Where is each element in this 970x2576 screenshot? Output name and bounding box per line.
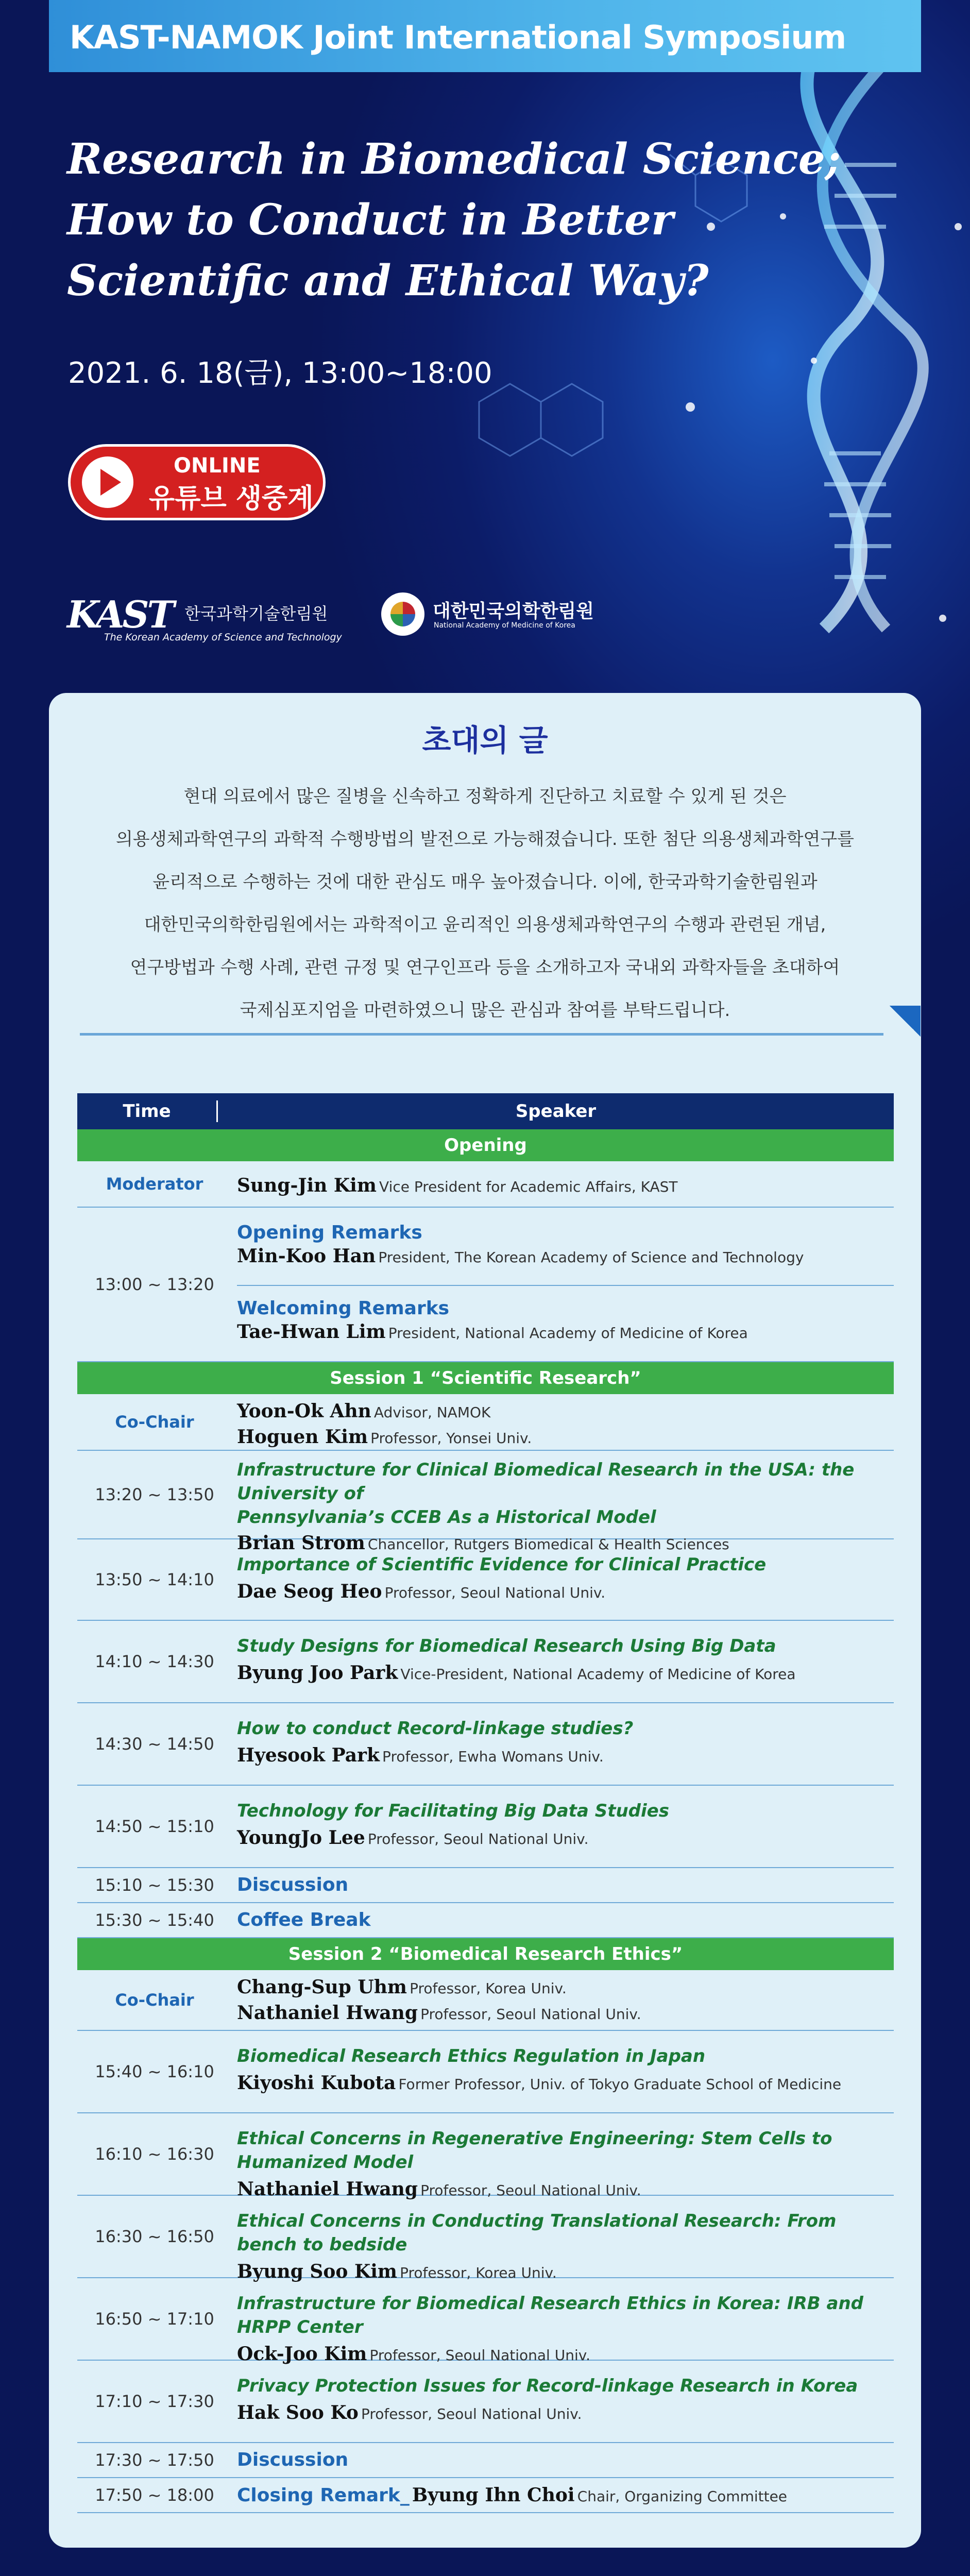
speaker-name: Byung Joo Park — [237, 1662, 398, 1684]
speaker-affiliation: Vice-President, National Academy of Medicine of Korea — [400, 1666, 796, 1683]
cochair-label: Co-Chair — [115, 1990, 194, 2010]
program-table — [77, 1093, 894, 2513]
speaker-line — [237, 1662, 894, 1684]
invitation-line: 연구방법과 수행 사례, 관련 규정 및 연구인프라 등을 소개하고자 국내외 과학자들을 초대하여 — [130, 957, 840, 978]
speaker-cell — [237, 2484, 894, 2506]
invitation-line: 윤리적으로 수행하는 것에 대한 관심도 매우 높아졌습니다. 이에, 한국과학기술한림원과 — [152, 872, 818, 892]
table-row-closing — [77, 2478, 894, 2513]
play-icon — [82, 456, 133, 508]
namok-emblem-icon — [381, 592, 424, 636]
speaker-cell — [237, 2209, 894, 2282]
kast-wordmark: KAST — [67, 592, 173, 636]
speaker-affiliation: Professor, Korea Univ. — [410, 1980, 567, 1997]
speaker-affiliation: Advisor, NAMOK — [373, 1404, 491, 1421]
talk-title: Technology for Facilitating Big Data Studies — [237, 1801, 669, 1821]
talk-title: Infrastructure for Biomedical Research Ethics in Korea: IRB and HRPP Center — [237, 2293, 863, 2337]
speaker-name: Yoon-Ok Ahn — [237, 1400, 371, 1422]
speaker-cell — [237, 1400, 894, 1448]
speaker-name: Hak Soo Ko — [237, 2402, 359, 2424]
talk-title: Privacy Protection Issues for Record-linkage Research in Korea — [237, 2376, 858, 2396]
title-line-2: How to Conduct in Better — [67, 195, 674, 245]
speaker-cell — [237, 1298, 894, 1343]
speaker-name: Chang-Sup Uhm — [237, 1976, 407, 1998]
table-row — [77, 2196, 894, 2282]
talk-title-cont: Pennsylvania’s CCEB As a Historical Model — [237, 1507, 656, 1528]
invitation-line: 현대 의료에서 많은 질병을 신속하고 정확하게 진단하고 치료할 수 있게 된 것은 — [183, 786, 787, 807]
speaker-cell — [237, 2127, 894, 2200]
time-cell: 13:50 ~ 14:10 — [95, 1570, 214, 1589]
speaker-cell — [237, 1175, 894, 1196]
speaker-name: Byung Ihn Choi — [412, 2484, 575, 2506]
speaker-cell — [237, 2044, 894, 2094]
speaker-affiliation: Vice President for Academic Affairs, KAST — [379, 1178, 678, 1195]
table-row — [77, 1539, 894, 1621]
speaker-cell — [237, 1553, 894, 1602]
speaker-affiliation: Professor, Ewha Womans Univ. — [382, 1748, 604, 1765]
invitation-text — [111, 775, 859, 1032]
speaker-affiliation: Professor, Seoul National Univ. — [420, 2182, 641, 2199]
talk-title: Infrastructure for Clinical Biomedical Research in the USA: the University of — [237, 1460, 855, 1504]
time-cell: 15:40 ~ 16:10 — [95, 2062, 214, 2081]
speaker-cell — [237, 1976, 894, 2024]
speaker-name: Tae-Hwan Lim — [237, 1321, 386, 1343]
time-cell: 13:20 ~ 13:50 — [95, 1485, 214, 1504]
title-line-1: Research in Biomedical Science; — [67, 134, 841, 184]
divider — [80, 1033, 883, 1036]
speaker-line — [237, 1245, 894, 1267]
table-row-cochair-1 — [77, 1394, 894, 1451]
talk-title: How to conduct Record-linkage studies? — [237, 1718, 634, 1739]
time-cell: 17:50 ~ 18:00 — [95, 2485, 214, 2505]
stream-label: 유튜브 생중계 — [149, 483, 314, 514]
speaker-name: Min-Koo Han — [237, 1245, 376, 1267]
time-cell: 14:50 ~ 15:10 — [95, 1817, 214, 1836]
welcoming-remarks-label: Welcoming Remarks — [237, 1298, 450, 1319]
talk-title: Ethical Concerns in Conducting Translational Research: From bench to bedside — [237, 2211, 837, 2255]
table-row-discussion — [77, 1868, 894, 1903]
kast-korean-name: 한국과학기술한림원 — [184, 604, 328, 623]
column-speaker: Speaker — [515, 1101, 597, 1122]
time-cell: 15:30 ~ 15:40 — [95, 1910, 214, 1930]
section-session-2: Session 2 “Biomedical Research Ethics” — [77, 1938, 894, 1970]
speaker-cell — [237, 2292, 894, 2365]
moderator-label: Moderator — [106, 1174, 203, 1194]
speaker-line — [237, 1321, 894, 1343]
speaker-name: Ock-Joo Kim — [237, 2343, 367, 2365]
column-time: Time — [123, 1101, 171, 1122]
speaker-affiliation: Professor, Korea Univ. — [400, 2264, 557, 2281]
online-label: ONLINE — [174, 454, 261, 478]
cochair-label: Co-Chair — [115, 1412, 194, 1432]
time-cell: 17:30 ~ 17:50 — [95, 2450, 214, 2470]
speaker-line — [237, 2072, 894, 2094]
speaker-affiliation: Chancellor, Rutgers Biomedical & Health Sciences — [367, 1536, 729, 1553]
youtube-live-button[interactable] — [68, 444, 326, 520]
speaker-line — [237, 2484, 894, 2506]
title-line-3: Scientific and Ethical Way? — [67, 256, 709, 306]
time-cell: 16:50 ~ 17:10 — [95, 2309, 214, 2329]
table-row-coffee-break — [77, 1903, 894, 1938]
speaker-name: Sung-Jin Kim — [237, 1175, 377, 1196]
table-row — [77, 1451, 894, 1554]
table-row — [77, 1786, 894, 1868]
table-row — [77, 2031, 894, 2113]
time-cell: 17:10 ~ 17:30 — [95, 2392, 214, 2411]
program-card — [49, 693, 921, 2548]
speaker-line — [237, 1400, 894, 1422]
speaker-line — [237, 1426, 894, 1448]
invitation-line: 대한민국의학한림원에서는 과학적이고 윤리적인 의용생체과학연구의 수행과 관련된 개념, — [144, 914, 826, 935]
speaker-cell — [237, 2449, 894, 2470]
symposium-title — [67, 129, 841, 311]
speaker-cell — [237, 2374, 894, 2424]
talk-title: Biomedical Research Ethics Regulation in Japan — [237, 2046, 706, 2066]
speaker-affiliation: Professor, Yonsei Univ. — [370, 1430, 532, 1447]
speaker-line — [237, 1175, 894, 1196]
table-row — [77, 2278, 894, 2365]
hero-section — [0, 0, 970, 690]
speaker-name: Hyesook Park — [237, 1744, 380, 1766]
time-cell: 16:10 ~ 16:30 — [95, 2144, 214, 2164]
speaker-line — [237, 2402, 894, 2424]
kast-logo — [67, 592, 342, 643]
namok-korean-name: 대한민국의학한림원 — [433, 601, 594, 622]
invitation-title: 초대의 글 — [422, 723, 548, 758]
speaker-cell — [237, 1909, 894, 1930]
namok-english-name: National Academy of Medicine of Korea — [434, 621, 575, 630]
closing-remark-label: Closing Remark_ — [237, 2485, 410, 2506]
talk-title: Ethical Concerns in Regenerative Engineering: Stem Cells to Humanized Model — [237, 2128, 832, 2173]
speaker-name: Nathaniel Hwang — [237, 2178, 418, 2200]
section-session-1: Session 1 “Scientific Research” — [77, 1362, 894, 1394]
corner-accent — [890, 1006, 921, 1037]
speaker-line — [237, 2002, 894, 2024]
section-opening: Opening — [77, 1129, 894, 1161]
speaker-name: Kiyoshi Kubota — [237, 2072, 396, 2094]
speaker-line — [237, 1581, 894, 1602]
table-row-moderator — [77, 1161, 894, 1208]
speaker-affiliation: Professor, Seoul National Univ. — [420, 2006, 641, 2023]
discussion-label: Discussion — [237, 1874, 349, 1895]
speaker-cell — [237, 1634, 894, 1684]
discussion-label: Discussion — [237, 2449, 349, 2470]
invitation-line: 의용생체과학연구의 과학적 수행방법의 발전으로 가능해졌습니다. 또한 첨단 의용생체과학연구를 — [115, 829, 855, 850]
table-row-opening — [77, 1208, 894, 1362]
dna-decoration — [0, 0, 970, 690]
time-cell: 15:10 ~ 15:30 — [95, 1875, 214, 1895]
speaker-affiliation: President, National Academy of Medicine of Korea — [388, 1325, 748, 1342]
event-banner-text: KAST-NAMOK Joint International Symposium — [70, 19, 846, 56]
speaker-affiliation: Professor, Seoul National Univ. — [384, 1584, 606, 1601]
table-row-discussion — [77, 2443, 894, 2478]
row-subdivider — [237, 1285, 894, 1286]
invitation-line: 국제심포지엄을 마련하였으니 많은 관심과 참여를 부탁드립니다. — [240, 1000, 730, 1021]
speaker-affiliation: Professor, Seoul National Univ. — [367, 1831, 589, 1848]
time-cell: 14:30 ~ 14:50 — [95, 1734, 214, 1754]
speaker-name: Brian Strom — [237, 1532, 365, 1554]
table-header — [77, 1093, 894, 1129]
speaker-line — [237, 1827, 894, 1849]
table-row-cochair-2 — [77, 1970, 894, 2031]
kast-english-name: The Korean Academy of Science and Technology — [104, 632, 342, 643]
speaker-affiliation: Chair, Organizing Committee — [577, 2488, 788, 2505]
speaker-cell — [237, 1717, 894, 1766]
opening-remarks-label: Opening Remarks — [237, 1222, 422, 1243]
speaker-cell — [237, 1799, 894, 1849]
speaker-affiliation: Professor, Seoul National Univ. — [369, 2347, 591, 2364]
speaker-affiliation: Former Professor, Univ. of Tokyo Graduate School of Medicine — [398, 2076, 842, 2093]
speaker-name: Hoguen Kim — [237, 1426, 368, 1448]
speaker-cell — [237, 1222, 894, 1267]
table-row — [77, 2113, 894, 2200]
talk-title: Importance of Scientific Evidence for Clinical Practice — [237, 1554, 767, 1575]
speaker-line — [237, 1744, 894, 1766]
coffee-break-label: Coffee Break — [237, 1909, 371, 1930]
speaker-cell — [237, 1874, 894, 1895]
speaker-name: Byung Soo Kim — [237, 2261, 398, 2282]
table-row — [77, 2361, 894, 2443]
table-row — [77, 1621, 894, 1703]
event-banner — [49, 0, 921, 72]
talk-title: Study Designs for Biomedical Research Using Big Data — [237, 1636, 776, 1656]
table-row — [77, 1703, 894, 1786]
time-cell: 16:30 ~ 16:50 — [95, 2227, 214, 2246]
time-cell: 13:00 ~ 13:20 — [95, 1275, 214, 1294]
speaker-name: Dae Seog Heo — [237, 1581, 382, 1602]
speaker-affiliation: Professor, Seoul National Univ. — [361, 2405, 582, 2422]
speaker-affiliation: President, The Korean Academy of Science and Technology — [378, 1249, 804, 1266]
speaker-line — [237, 1976, 894, 1998]
speaker-name: Nathaniel Hwang — [237, 2002, 418, 2024]
event-date: 2021. 6. 18(금), 13:00~18:00 — [68, 357, 492, 390]
time-cell: 14:10 ~ 14:30 — [95, 1652, 214, 1671]
speaker-name: YoungJo Lee — [237, 1827, 365, 1849]
